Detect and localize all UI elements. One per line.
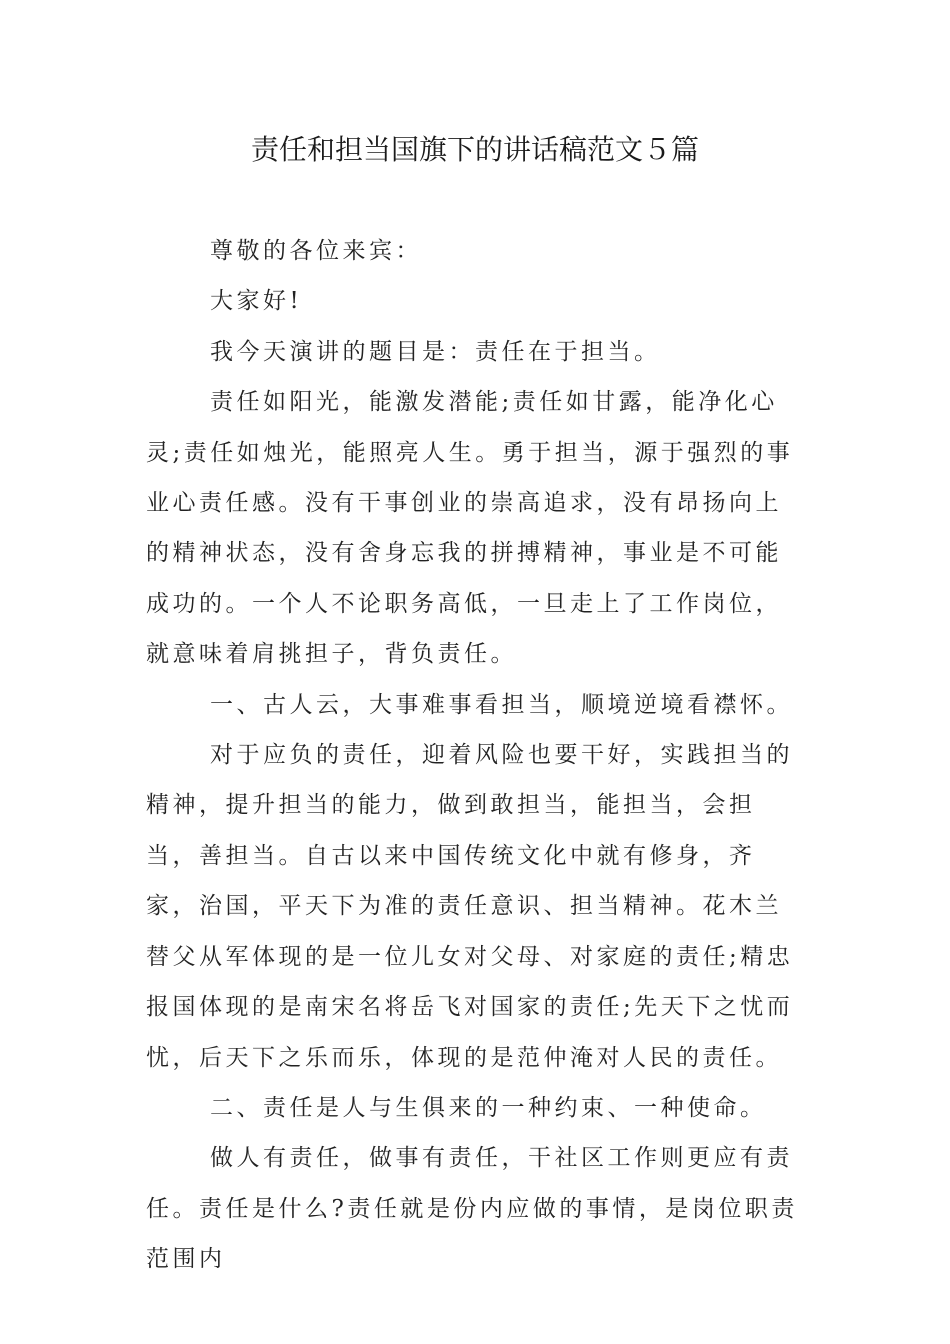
document-title: 责任和担当国旗下的讲话稿范文５篇 [250,133,699,166]
paragraph-topic: 我今天演讲的题目是：责任在于担当。 [210,338,661,365]
section-heading-one: 一、古人云，大事难事看担当，顺境逆境看襟怀。 [210,691,793,718]
paragraph-historical-examples: 对于应负的责任，迎着风险也要干好，实践担当的精神，提升担当的能力，做到敢担当，能担当，会担当，善担当。自古以来中国传统文化中就有修身，齐家，治国，平天下为准的责任意识、担当精神。花木兰替父从军体现的是一位儿女对父母、对家庭的责任;精忠报国体现的是南宋名将岳飞对国家的责任;先天下之忧而忧，后天下之乐而乐，体现的是范仲淹对人民的责任。 [146,742,794,1071]
paragraph-greeting: 大家好! [210,288,303,315]
document-body [146,226,808,1285]
paragraph-community-work: 做人有责任，做事有责任，干社区工作则更应有责任。责任是什么?责任就是份内应做的事情，是岗位职责范围内 [146,1145,798,1273]
paragraph-salutation: 尊敬的各位来宾： [210,238,422,264]
section-heading-two: 二、责任是人与生俱来的一种约束、一种使命。 [210,1094,767,1121]
paragraph-responsibility-intro: 责任如阳光，能激发潜能;责任如甘露，能净化心灵;责任如烛光，能照亮人生。勇于担当，源于强烈的事业心责任感。没有干事创业的崇高追求，没有昂扬向上的精神状态，没有舍身忘我的拼搏精神，事业是不可能成功的。一个人不论职务高低，一旦走上了工作岗位，就意味着肩挑担子，背负责任。 [146,389,794,668]
